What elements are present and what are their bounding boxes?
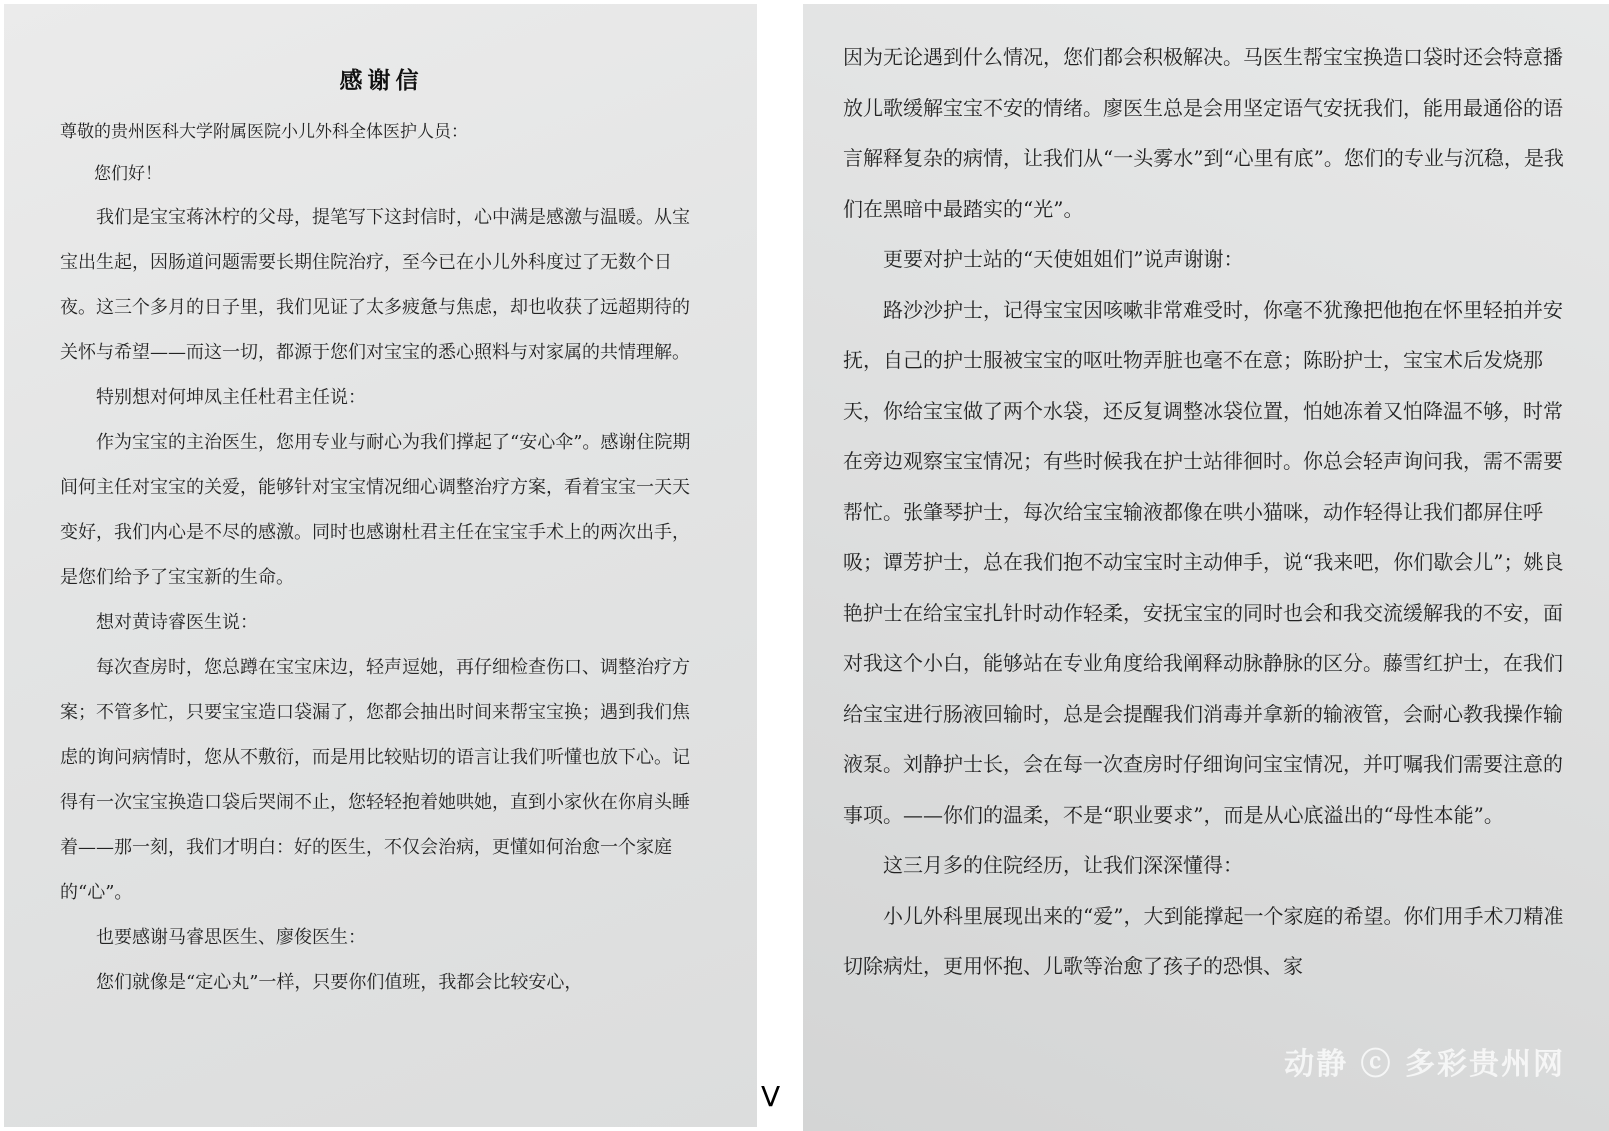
paragraph-heading-directors: 特别想对何坤凤主任杜君主任说：	[96, 387, 366, 408]
paragraph-heading-huang: 想对黄诗睿医生说：	[96, 612, 258, 633]
paragraph-heading-lesson: 这三月多的住院经历，让我们深深懂得：	[883, 853, 1243, 877]
stray-mark: V	[761, 1080, 781, 1113]
letter-page-left	[4, 4, 757, 1127]
watermark-logo: 动静 ⓒ 多彩贵州网	[1284, 1047, 1565, 1082]
letter-page-right	[803, 4, 1609, 1131]
paragraph-heading-ma-liao: 也要感谢马睿思医生、廖俊医生：	[96, 927, 366, 948]
salutation: 尊敬的贵州医科大学附属医院小儿外科全体医护人员：	[60, 122, 468, 142]
paragraph-huang: 每次查房时，您总蹲在宝宝床边，轻声逗她，再仔细检查伤口、调整治疗方案；不管多忙，只要宝宝造口袋漏了，您都会抽出时间来帮宝宝换；遇到我们焦虑的询问病情时，您从不敷衍，而是用比较贴切的语言让我们听懂也放下心。记得有一次宝宝换造口袋后哭闹不止，您轻轻抱着她哄她，直到小家伙在你肩头睡着——那一刻，我们才明白：好的医生，不仅会治病，更懂如何治愈一个家庭的“心”。	[60, 657, 690, 903]
paragraph-directors: 作为宝宝的主治医生，您用专业与耐心为我们撑起了“安心伞”。感谢住院期间何主任对宝宝的关爱，能够针对宝宝情况细心调整治疗方案，看着宝宝一天天变好，我们内心是不尽的感激。同时也感谢杜君主任在宝宝手术上的两次出手，是您们给予了宝宝新的生命。	[60, 432, 691, 588]
right-page-body	[843, 32, 1569, 992]
paragraph-intro: 我们是宝宝蒋沐柠的父母，提笔写下这封信时，心中满是感激与温暖。从宝宝出生起，因肠道问题需要长期住院治疗，至今已在小儿外科度过了无数个日夜。这三个多月的日子里，我们见证了太多疲惫与焦虑，却也收获了远超期待的关怀与希望——而这一切，都源于您们对宝宝的悉心照料与对家属的共情理解。	[60, 207, 690, 363]
paragraph-lesson: 小儿外科里展现出来的“爱”，大到能撑起一个家庭的希望。你们用手术刀精准切除病灶，更用怀抱、儿歌等治愈了孩子的恐惧、家	[843, 903, 1564, 978]
paragraph-ma-liao-cont: 因为无论遇到什么情况，您们都会积极解决。马医生帮宝宝换造口袋时还会特意播放儿歌缓解宝宝不安的情绪。廖医生总是会用坚定语气安抚我们，能用最通俗的语言解释复杂的病情，让我们从“一头雾水”到“心里有底”。您们的专业与沉稳，是我们在黑暗中最踏实的“光”。	[843, 45, 1564, 221]
left-page-body	[60, 195, 703, 1005]
paragraph-heading-nurses: 更要对护士站的“天使姐姐们”说声谢谢：	[883, 247, 1244, 271]
greeting: 您们好！	[94, 164, 162, 184]
letter-title: 感谢信	[339, 67, 424, 94]
paragraph-nurses: 路沙沙护士，记得宝宝因咳嗽非常难受时，你毫不犹豫把他抱在怀里轻拍并安抚，自己的护士服被宝宝的呕吐物弄脏也毫不在意；陈盼护士，宝宝术后发烧那天，你给宝宝做了两个水袋，还反复调整冰袋位置，怕她冻着又怕降温不够，时常在旁边观察宝宝情况；有些时候我在护士站徘徊时。你总会轻声询问我，需不需要帮忙。张肇琴护士，每次给宝宝输液都像在哄小猫咪，动作轻得让我们都屏住呼吸；谭芳护士，总在我们抱不动宝宝时主动伸手，说“我来吧，你们歇会儿”；姚良艳护士在给宝宝扎针时动作轻柔，安抚宝宝的同时也会和我交流缓解我的不安，面对我这个小白，能够站在专业角度给我阐释动脉静脉的区分。藤雪红护士，在我们给宝宝进行肠液回输时，总是会提醒我们消毒并拿新的输液管，会耐心教我操作输液泵。刘静护士长，会在每一次查房时仔细询问宝宝情况，并叮嘱我们需要注意的事项。——你们的温柔，不是“职业要求”，而是从心底溢出的“母性本能”。	[843, 297, 1564, 827]
paragraph-ma-liao-start: 您们就像是“定心丸”一样，只要你们值班，我都会比较安心，	[96, 972, 583, 993]
